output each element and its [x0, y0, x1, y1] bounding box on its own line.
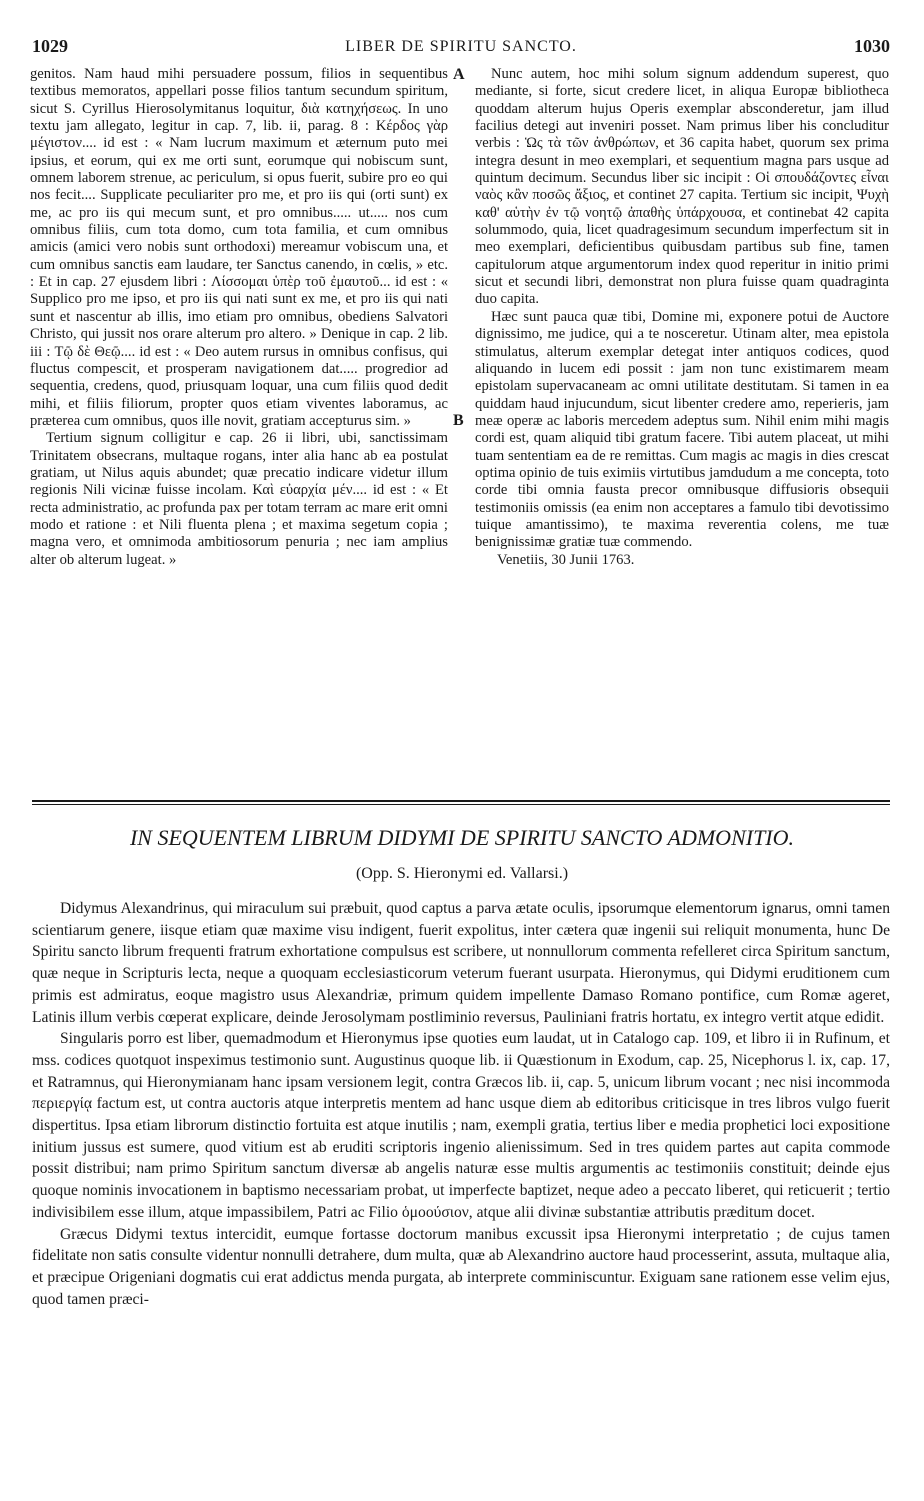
separator-rule-thin [32, 804, 890, 805]
margin-marker-a: A [453, 66, 465, 83]
letter-date: Venetiis, 30 Junii 1763. [497, 551, 635, 568]
right-paragraph-1: Nunc autem, hoc mihi solum signum addendum superest, quo mediante, si forte, sicut credere licet, in aliqua Europæ bibliotheca quoddam alterum hujus Operis exemplar absconderetur, jam illud facilius detegi aut inveniri posset. Nam primus liber his concluditur verbis : Ὡς τὰ τῶν ἀνθρώπων, et 36 capita habet, quorum sex prima integra desunt in meo exemplari, et sequentium magna pars usque ad quintum decimum. Secundus liber sic incipit : Οἱ σπουδάζοντες εἶναι ναὸς κἂν ποσῶς ἄξιος, et continet 27 capita. Tertium sic incipit, Ψυχὴ καθ' αὑτὴν ἐν τῷ νοητῷ ἀπαθὴς ὑπάρχουσα, et continebat 42 capita solummodo, quia, licet quadragesimum secundum imperfectum sit in meo exemplari, deficientibus quibusdam partibus sub fine, tamen capitulorum atque argumentorum index quod reperitur in initio primi sicut et secundi libri, demonstrat non plura fuisse quam quadraginta duo capita. [475, 66, 889, 308]
section-title: IN SEQUENTEM LIBRUM DIDYMI DE SPIRITU SANCTO ADMONITIO. [129, 825, 795, 850]
section-subtitle: (Opp. S. Hieronymi ed. Vallarsi.) [355, 865, 569, 882]
running-title: LIBER DE SPIRITU SANCTO. [345, 38, 577, 55]
section-paragraph-2: Singularis porro est liber, quemadmodum et Hieronymus ipse quoties eum laudat, ut in Catalogo cap. 109, et libro ii in Rufinum, et mss. codices quotquot inspeximus testimonio sunt. Augustinus quoque lib. ii Quæstionum in Exodum, cap. 25, Nicephorus l. ix, cap. 17, et Ratramnus, qui Hieronymianam hanc ipsam versionem legit, contra Græcos lib. ii, cap. 5, unicum librum vocant ; nec nisi incommoda περιεργίᾳ factum est, ut contra auctoris atque interpretis mentem ad hanc usque diem ab editoribus criticisque in tres libros vulgo fuerit dispertitus. Ipsa etiam librorum distinctio fortuita est atque inutilis ; nam, exempli gratia, tertius liber e media prophetici loci expositione initium jussus est sumere, quod vitium est ab eruditi scriptoris ingenio alienissimum. Sed in tres quidem partes aut capita commode possit distribui; nam primo Spiritum sanctum diversæ ab angelis naturæ esse multis argumentis ac testimoniis constituit; deinde ejus quoque nominis invocationem in baptismo necessariam probat, ut imperfecte baptizet, neque adeo a peccato liberet, qui reticuerit ; tertio indivisibilem esse illum, atque impassibilem, Patri ac Filio ὁμοούσιον, atque alii divinæ substantiæ attributis præditum docet. [32, 1030, 890, 1221]
running-header [32, 36, 890, 60]
left-column [30, 66, 448, 569]
section-paragraph-3: Græcus Didymi textus intercidit, eumque fortasse doctorum manibus excussit ipsa Hieronymi interpretatio ; de cujus tamen fidelitate non satis consulte videntur nonnulli detrahere, dum multa, quæ ab Alexandrino auctore haud processerint, assuta, multaque alia, et præcipue Origeniani dogmatis cui erat addictus menda purgata, ab interprete comminiscuntur. Exiguam sane rationem esse velim ejus, quod tamen præci- [32, 1225, 890, 1308]
margin-marker-b: B [453, 412, 464, 429]
left-paragraph-1: genitos. Nam haud mihi persuadere possum, filios in sequentibus textibus memoratos, appellari posse filios tantum secundum spiritum, sicut S. Cyrillus Hierosolymitanus loquitur, διὰ κατηχήσεως. In uno textu jam allegato, legitur in cap. 7, lib. ii, parag. 8 : Κέρδος γὰρ μέγιστον.... id est : « Nam lucrum maximum et æternum puto mei ipsius, et eorum, qui ex me orti sunt, eorumque qui nobiscum sunt, omnem laborem strenue, ac periculum, si opus fuerit, subire pro eo qui nos fecit.... Supplicate peculiariter pro me, et pro iis qui (orti sunt) ex me, ac pro iis qui mecum sunt, et pro omnibus..... ut..... nos cum omnibus filiis, cum tota domo, cum tota familia, et cum omnibus amicis (amici vero nobis sunt orthodoxi) mereamur vobiscum una, et cum omnibus sanctis eam laudare, ter Sanctus canendo, in cœlis, » etc. : Et in cap. 27 ejusdem libri : Λίσσομαι ὑπὲρ τοῦ ἐμαυτοῦ... id est : « Supplico pro me ipso, et pro iis qui nati sunt ex me, et pro iis qui nati sunt et nascentur ab illis, imo etiam pro omnibus, obediens Salvatori Christo, qui jussit nos orare alterum pro altero. » Denique in cap. 2 lib. iii : Τῷ δὲ Θεῷ.... id est : « Deo autem rursus in omnibus confisus, qui fluctus compescit, et prosperam navigationem dat..... progredior ad sequentia, credens, quod, priusquam loquar, una cum filiis quod dedit mihi, et filiis filiorum, propter quos etiam viventes laboramus, ac præterea cum omnibus, quos ille novit, gratiam accepturus sim. » [30, 66, 448, 429]
right-paragraph-2: Hæc sunt pauca quæ tibi, Domine mi, exponere potui de Auctore dignissimo, me judice, qui a te nosceretur. Utinam alter, mea epistola stimulatus, alterum exemplar detegat inter antiquos codices, quod aliquando in lucem edi possit : jam non tunc existimarem meam epistolam supervacaneam ac omni utilitate destitutam. Si tamen in ea quiddam haud injucundum, sicut libenter credere amo, reperieris, jam meæ operæ ac laboris mercedem adeptus sum. Nihil enim mihi magis cordi est, quam aliquid tibi gratum facere. Tibi autem placeat, ut mihi tuam sententiam ea de re remittas. Cum magis ac magis in dies crescat optima opinio de tuis eximiis virtutibus jamdudum a me concepta, toto corde tibi omnia fausta precor omnibusque diffusioris obsequii testimoniis omissis (ea enim non acceptares a famulo tibi devotissimo tuique amantissimo), te maxima reverentia colens, me tuæ benignissimæ gratiæ tuæ commendo. [475, 308, 889, 551]
section-body [32, 898, 890, 1310]
page-number-left: 1029 [32, 36, 68, 56]
left-paragraph-2: Tertium signum colligitur e cap. 26 ii libri, ubi, sanctissimam Trinitatem obsecrans, multaque rogans, inter alia hanc ab ea postulat gratiam, ut Nilus aquis abundet; quæ precatio indicare videtur illum regionis Nili vicinæ fuisse incolam. Καὶ εὐαρχία μέν.... id est : « Et recta administratio, ac profunda pax per totam terram ac mare erit omni modo et ratione : et Nili fluenta plena ; et maxima segetum copia ; magna vero, et omnimoda ambitiosorum penuria ; nec iam amplius alter ob alterum lugeat. » [30, 430, 448, 568]
section-paragraph-1: Didymus Alexandrinus, qui miraculum sui præbuit, quod captus a parva ætate oculis, ipsorumque elementorum ignarus, omni tamen scientiarum genere, iisque etiam quæ maxime visu indigent, fuerit expolitus, inter cætera quæ ingenii sui reliquit monumenta, hunc De Spiritu sancto librum frequenti fratrum exhortatione compulsus est scribere, ut nonnullorum commenta refelleret circa Spiritum sanctum, quæ neque in Scripturis lecta, neque a quoquam ecclesiasticorum veterum fuerant usurpata. Hieronymus, qui Didymi eruditionem cum primis est admiratus, eoque magistro usus Alexandriæ, primum quidem impellente Damaso Romano pontifice, cum Romæ ageret, Latinis illum verbis cœperat explicare, deinde Jerosolymam postliminio reversus, Pauliniani fratris hortatu, ex integro vertit atque edidit. [32, 900, 890, 1026]
right-column [475, 66, 889, 569]
separator-rule [32, 800, 890, 802]
page-number-right: 1030 [854, 36, 890, 56]
